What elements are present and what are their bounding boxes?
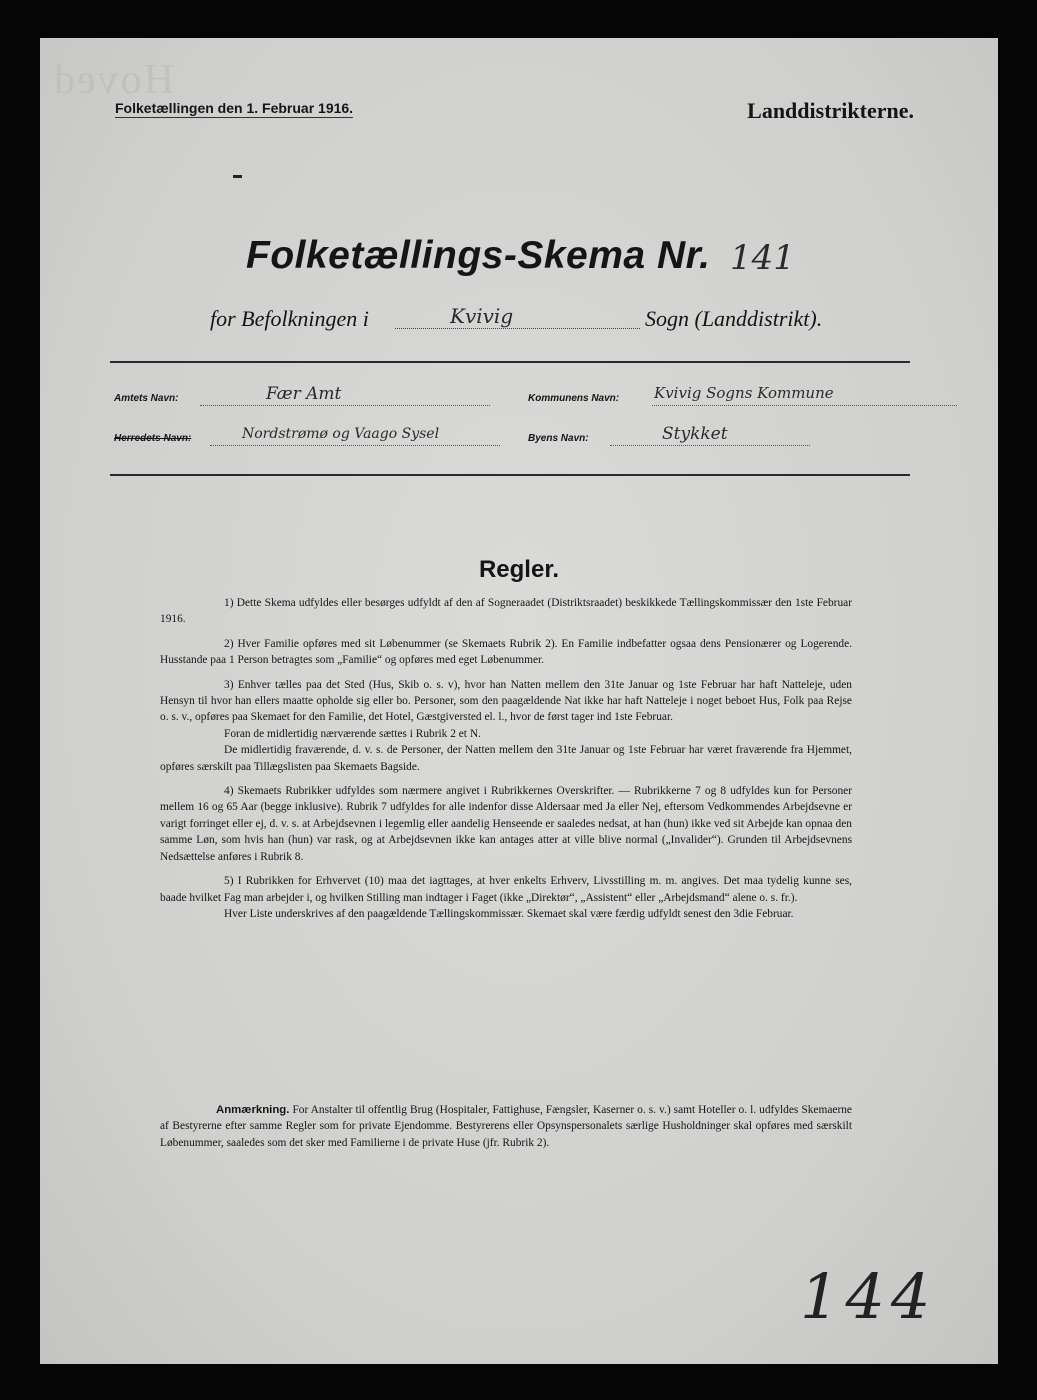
rule-3: 3) Enhver tælles paa det Sted (Hus, Skib o. s. v), hvor han Natten mellem den 31te Januar og 1ste Februar har haft Natteleje, uden Hensyn til hvor han ellers maatte opholde sig eller bo. Personer, som den paagældende Nat ikke har haft Natteleje i noget beboet Hus, Folk paa Rejse o. s. v., opføres paa Skemaet for den Familie, det Hotel, Gæstgiversted el. l., hvor de først tager ind 1ste Februar. bbox=[160, 678, 852, 724]
sogn-value: Kvivig bbox=[450, 304, 514, 328]
herred-fill-line bbox=[210, 445, 500, 446]
by-label: Byens Navn: bbox=[528, 433, 589, 444]
kommune-value: Kvivig Sogns Kommune bbox=[654, 384, 834, 402]
note-paragraph bbox=[160, 1102, 852, 1151]
rules-list bbox=[160, 595, 852, 930]
note-text: For Anstalter til offentlig Brug (Hospitaler, Fattighuse, Fængsler, Kaserner o. s. v.) samt Hoteller o. l. udfyldes Skemaerne af Bestyrerne efter samme Regler som for private Ejendomme. Bestyrerens eller Opsynspersonalets særlige Husholdninger skal opføres med særskilt Løbenummer, saaledes som det sker med Familierne i de private Huse (jfr. Rubrik 2). bbox=[160, 1104, 852, 1149]
rule-4: 4) Skemaets Rubrikker udfyldes som nærmere angivet i Rubrikkernes Overskrifter. — Rubrikkerne 7 og 8 udfyldes kun for Personer mellem 16 og 65 Aar (begge inklusive). Rubrik 7 udfyldes for alle indenfor disse Aldersaar med Ja eller Nej, eftersom Vedkommendes Arbejdsevne er varigt forringet eller ej, d. v. s. at Arbejdsevnen i legemlig eller aandelig Henseende er saaledes nedsat, at han (hun) ikke ved sit Arbejde kan opnaa den samme Løn, som hvis han (hun) var rask, og at Arbejdsevnen ikke kan antages atter at ville blive normal („Invalider“). Grunden til Arbejdsevnens Nedsættelse anføres i Rubrik 8. bbox=[160, 785, 852, 863]
note-label: Anmærkning. bbox=[216, 1104, 290, 1116]
amt-label: Amtets Navn: bbox=[114, 393, 179, 404]
form-number: 141 bbox=[730, 238, 795, 278]
printed-dash bbox=[233, 175, 242, 178]
rule-5: 5) I Rubrikken for Erhvervet (10) maa det iagttages, at hver enkelts Erhverv, Livsstilling m. m. angives. Det maa tydelig kunne ses, baade hvilket Fag man arbejder i, og hvilken Stilling man indtager i Faget (ikke „Direktør“, „Assistent“ eller „Arbejdsmand“ alene o. s. fr.). bbox=[160, 875, 852, 904]
kommune-fill-line bbox=[652, 405, 957, 406]
form-title: Folketællings-Skema Nr. bbox=[246, 234, 711, 277]
page-number: 144 bbox=[800, 1260, 937, 1333]
subtitle-suffix: Sogn (Landdistrikt). bbox=[645, 306, 823, 331]
herred-label: Herredets Navn: bbox=[114, 433, 192, 444]
subtitle-prefix: for Befolkningen i bbox=[210, 306, 369, 331]
rule-1: 1) Dette Skema udfyldes eller besørges udfyldt af den af Sogneraadet (Distriktsraadet) beskikkede Tællingskommissær den 1ste Februar 1916. bbox=[160, 597, 852, 626]
amt-value: Fær Amt bbox=[266, 384, 342, 404]
kommune-label: Kommunens Navn: bbox=[528, 393, 620, 404]
census-form-page bbox=[40, 38, 998, 1364]
bleed-through-text: Hoved bbox=[52, 57, 174, 103]
rule-3-present: Foran de midlertidig nærværende sættes i Rubrik 2 et N. bbox=[224, 727, 481, 740]
by-fill-line bbox=[610, 445, 810, 446]
rule-3-absent: De midlertidig fraværende, d. v. s. de Personer, der Natten mellem den 31te Januar og 1ste Februar har været fraværende fra Hjemmet, opføres særskilt paa Tillægslisten paa Skemaets Bagside. bbox=[160, 744, 852, 773]
census-date-header: Folketællingen den 1. Februar 1916. bbox=[115, 100, 354, 116]
district-type-header: Landdistrikterne. bbox=[747, 98, 914, 123]
divider-top bbox=[110, 361, 910, 363]
amt-fill-line bbox=[200, 405, 490, 406]
rule-signature: Hver Liste underskrives af den paagældende Tællingskommissær. Skemaet skal være færdig udfyldt senest den 3die Februar. bbox=[224, 907, 794, 920]
divider-bottom bbox=[110, 474, 910, 476]
herred-value: Nordstrømø og Vaago Sysel bbox=[242, 426, 440, 442]
by-value: Stykket bbox=[662, 424, 728, 444]
sogn-fill-line bbox=[395, 328, 640, 329]
rules-heading: Regler. bbox=[478, 556, 560, 583]
rule-2: 2) Hver Familie opføres med sit Løbenummer (se Skemaets Rubrik 2). En Familie indbefatter ogsaa dens Pensionærer og Logerende. Husstande paa 1 Person betragtes som „Familie“ og opføres med eget Løbenummer. bbox=[160, 637, 852, 667]
